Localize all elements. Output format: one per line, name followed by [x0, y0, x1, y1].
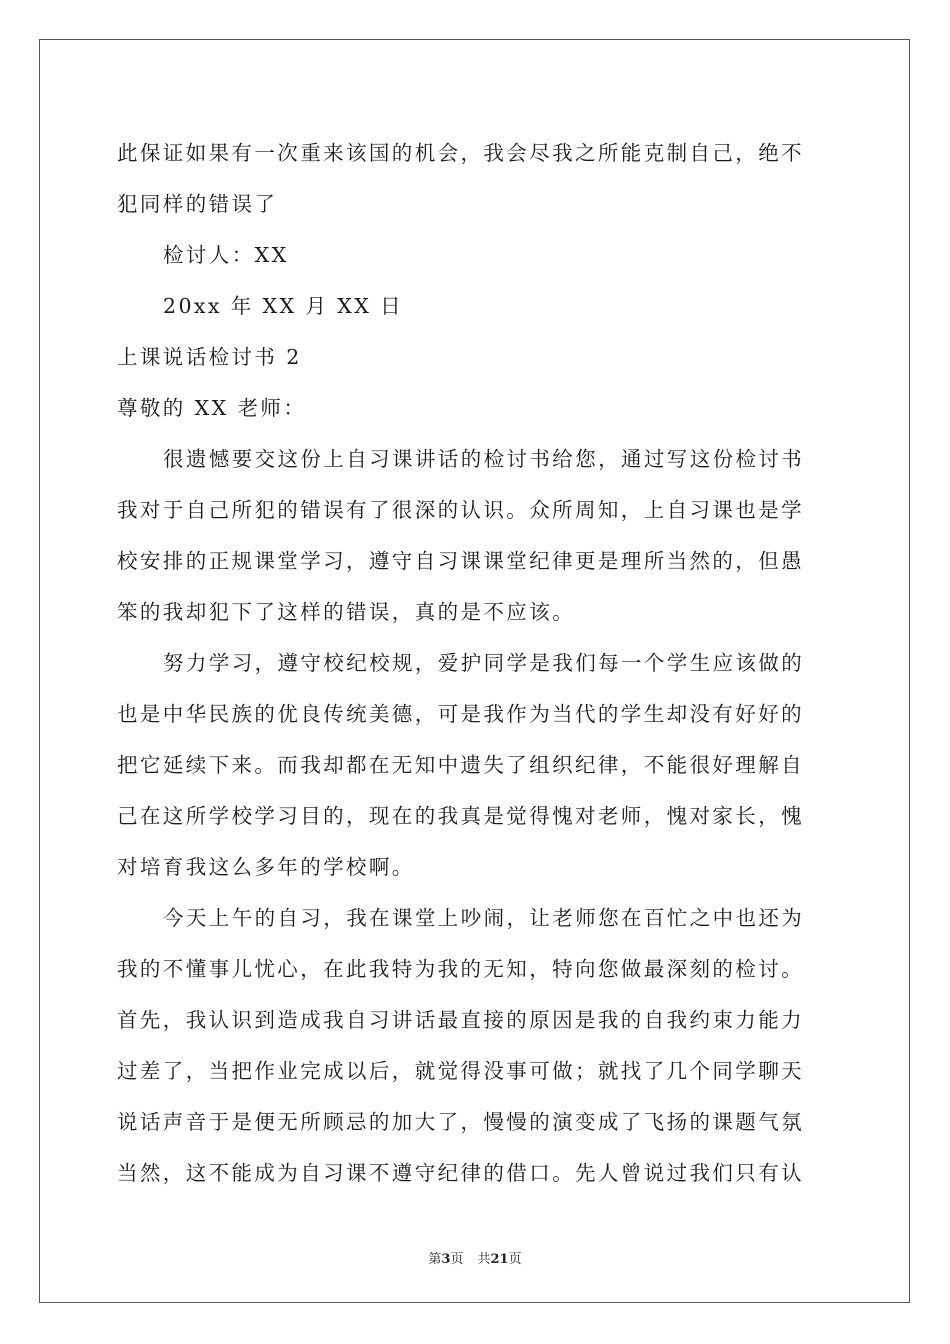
text-line: 笨的我却犯下了这样的错误，真的是不应该。 — [117, 600, 575, 624]
page-prefix: 第 — [428, 1252, 442, 1267]
text-line: 当然，这不能成为自习课不遵守纪律的借口。先人曾说过我们只有认 — [117, 1161, 804, 1185]
total-prefix: 共 — [477, 1252, 491, 1267]
text-line: 我对于自己所犯的错误有了很深的认识。众所周知，上自习课也是学 — [117, 498, 804, 522]
text-line: 犯同样的错误了 — [117, 192, 278, 216]
page-suffix: 页 — [450, 1252, 464, 1267]
text-line: 尊敬的 XX 老师： — [117, 396, 307, 420]
text-line: 己在这所学校学习目的，现在的我真是觉得愧对老师，愧对家长，愧 — [117, 804, 804, 828]
text-line: 对培育我这么多年的学校啊。 — [117, 855, 415, 879]
text-line: 20xx 年 XX 月 XX 日 — [163, 294, 404, 318]
text-line: 努力学习，遵守校纪校规，爱护同学是我们每一个学生应该做的 — [163, 651, 805, 675]
text-line: 把它延续下来。而我却都在无知中遗失了组织纪律，不能很好理解自 — [117, 753, 804, 777]
document-body — [117, 128, 833, 1199]
total-suffix: 页 — [508, 1252, 522, 1267]
text-line: 上课说话检讨书 2 — [117, 345, 302, 369]
page-number: 3 — [441, 1252, 451, 1267]
text-line: 校安排的正规课堂学习，遵守自习课课堂纪律更是理所当然的，但愚 — [117, 549, 804, 573]
text-line: 很遗憾要交这份上自习课讲话的检讨书给您，通过写这份检讨书 — [163, 447, 805, 471]
text-line: 过差了，当把作业完成以后，就觉得没事可做；就找了几个同学聊天 — [117, 1059, 804, 1083]
text-line: 检讨人：XX — [163, 243, 289, 267]
text-line: 也是中华民族的优良传统美德，可是我作为当代的学生却没有好好的 — [117, 702, 804, 726]
page-footer — [0, 1248, 950, 1267]
text-line: 今天上午的自习，我在课堂上吵闹，让老师您在百忙之中也还为 — [163, 906, 805, 930]
total-pages: 21 — [490, 1252, 509, 1267]
text-line: 此保证如果有一次重来该国的机会，我会尽我之所能克制自己，绝不 — [117, 141, 804, 165]
text-line: 首先，我认识到造成我自习讲话最直接的原因是我的自我约束力能力 — [117, 1008, 804, 1032]
text-line: 我的不懂事儿忧心，在此我特为我的无知，特向您做最深刻的检讨。 — [117, 957, 804, 981]
text-line: 说话声音于是便无所顾忌的加大了，慢慢的演变成了飞扬的课题气氛 — [117, 1110, 804, 1134]
